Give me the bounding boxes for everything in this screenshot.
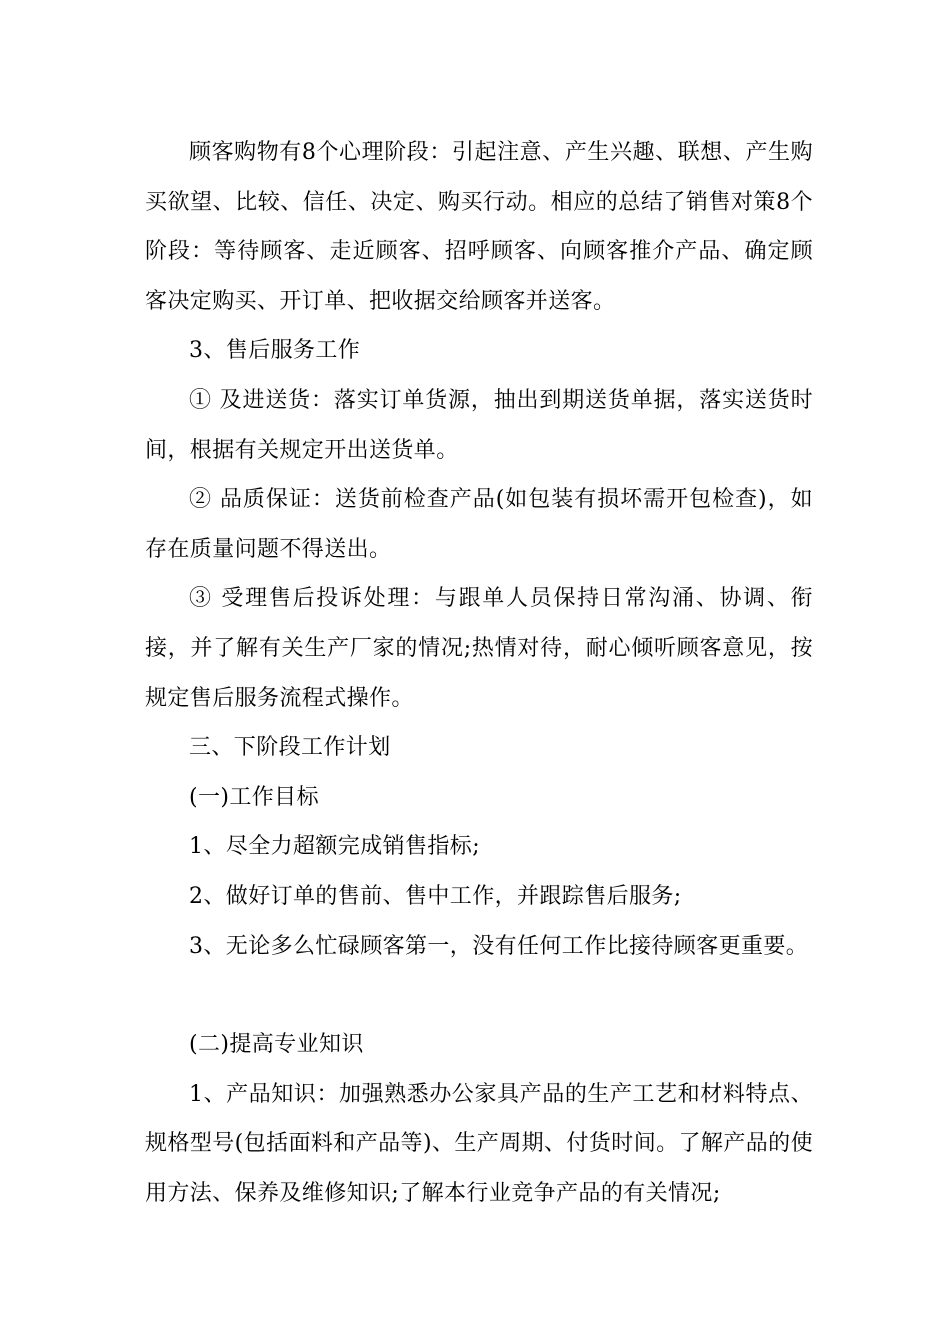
list-item-goal-3: 3、无论多么忙碌顾客第一，没有任何工作比接待顾客更重要。: [189, 933, 809, 959]
heading-after-sales-service: 3、售后服务工作: [189, 338, 361, 364]
paragraph-delivery: ① 及进送货：落实订单货源，抽出到期送货单据，落实送货时间，根据有关规定开出送货单。: [145, 387, 813, 463]
heading-professional-knowledge: (二)提高专业知识: [189, 1032, 364, 1058]
paragraph-complaint-handling: ③ 受理售后投诉处理：与跟单人员保持日常沟涌、协调、衔接，并了解有关生产厂家的情况;热情对待，耐心倾听顾客意见，按规定售后服务流程式操作。: [145, 586, 813, 711]
heading-work-goals: (一)工作目标: [189, 784, 319, 810]
heading-next-stage-plan: 三、下阶段工作计划: [189, 735, 391, 761]
paragraph-shopping-stages: 顾客购物有8个心理阶段：引起注意、产生兴趣、联想、产生购买欲望、比较、信任、决定、购买行动。相应的总结了销售对策8个阶段：等待顾客、走近顾客、招呼顾客、向顾客推介产品、确定顾客决定购买、开订单、把收据交给顾客并送客。: [145, 140, 813, 314]
list-item-goal-1: 1、尽全力超额完成销售指标;: [189, 834, 481, 860]
paragraph-spacer: [145, 971, 813, 1020]
document-page: [145, 128, 813, 1218]
paragraph-quality-assurance: ② 品质保证：送货前检查产品(如包装有损坏需开包检查)，如存在质量问题不得送出。: [145, 487, 813, 562]
list-item-goal-2: 2、做好订单的售前、售中工作，并跟踪售后服务;: [189, 883, 682, 909]
paragraph-product-knowledge: 1、产品知识：加强熟悉办公家具产品的生产工艺和材料特点、规格型号(包括面料和产品等)、生产周期、付货时间。了解产品的使用方法、保养及维修知识;了解本行业竞争产品的有关情况;: [145, 1081, 813, 1206]
